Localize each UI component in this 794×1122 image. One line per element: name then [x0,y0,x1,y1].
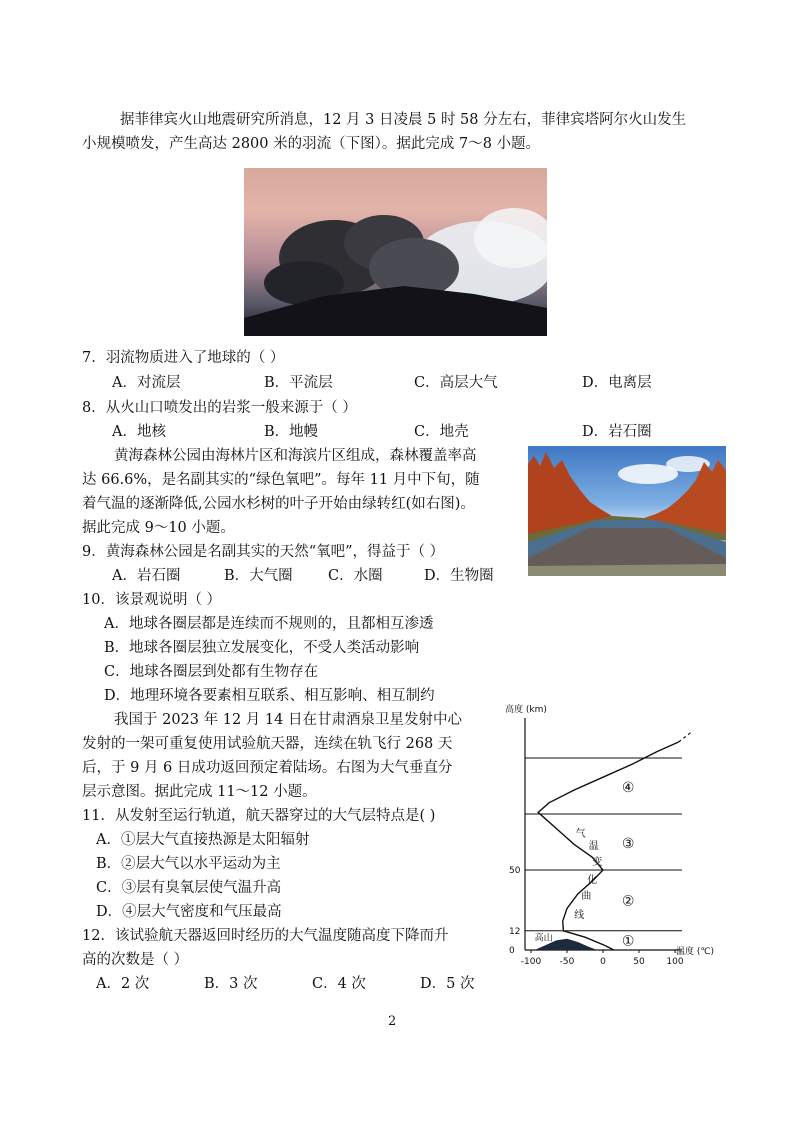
metasequoia-forest-photo [528,446,726,576]
curve-label-char-2: 变 [592,857,603,869]
intro3-line3: 后，于 9 月 6 日成功返回预定着陆场。右图为大气垂直分 [82,760,453,776]
atmosphere-layers-chart [488,700,728,972]
q10-option-c[interactable]: C．地球各圈层到处都有生物存在 [104,664,319,680]
layer-label-4: ④ [621,779,635,796]
intro2-line2: 达 66.6%，是名副其实的“绿色氧吧”。每年 11 月中下旬，随 [82,472,480,488]
q11-option-a[interactable]: A．①层大气直接热源是太阳辐射 [96,832,310,848]
q9-option-b[interactable]: B．大气圈 [224,568,293,584]
q8-stem: 8．从火山口喷发出的岩浆一般来源于（ ） [82,400,357,416]
q7-options [112,371,672,395]
intro3-line4: 层示意图。据此完成 11～12 小题。 [82,784,317,800]
q7-option-d[interactable]: D．电离层 [582,375,652,391]
x-tick-0: -100 [520,957,542,967]
y-tick-1: 12 [509,926,521,937]
q10-stem: 10．该景观说明（ ） [82,592,222,608]
intro3-line1: 我国于 2023 年 12 月 14 日在甘肃酒泉卫星发射中心 [114,712,462,728]
q7-option-a[interactable]: A．对流层 [112,375,181,391]
page-number: 2 [388,1014,397,1029]
q10-option-b[interactable]: B．地球各圈层独立发展变化，不受人类活动影响 [104,640,420,656]
temperature-curve [538,742,678,950]
layer-label-2: ② [621,893,635,910]
y-tick-2: 50 [509,866,521,876]
q7-stem: 7．羽流物质进入了地球的（ ） [82,350,285,366]
q10-option-a[interactable]: A．地球各圈层都是连续而不规则的，且都相互渗透 [104,616,434,632]
q12-option-a[interactable]: A．2 次 [96,976,150,992]
q9-option-c[interactable]: C．水圈 [328,568,383,584]
intro3-line2: 发射的一架可重复使用试验航天器，连续在轨飞行 268 天 [82,736,453,752]
intro2-line1: 黄海森林公园由海林片区和海滨片区组成，森林覆盖率高 [114,448,477,464]
curve-label-char-5: 线 [574,910,585,921]
q12-stem-line1: 12．该试验航天器返回时经历的大气温度随高度下降而升 [82,928,449,944]
layer-label-1: ① [621,933,635,950]
q8-options [112,420,672,444]
q8-option-a[interactable]: A．地核 [112,424,166,440]
intro1-line1: 据菲律宾火山地震研究所消息，12 月 3 日凌晨 5 时 58 分左右，菲律宾塔阿尔火山发生 [120,112,687,128]
q12-option-b[interactable]: B．3 次 [204,976,258,992]
q12-options [96,972,496,996]
q9-stem: 9．黄海森林公园是名副其实的天然“氧吧”，得益于（ ） [82,544,445,560]
y-tick-0: 0 [509,946,515,956]
q12-option-d[interactable]: D．5 次 [420,976,475,992]
q8-option-d[interactable]: D．岩石圈 [582,424,652,440]
curve-label-char-0: 气 [575,828,586,840]
curve-label-char-1: 温 [588,841,599,853]
curve-label-char-3: 化 [587,874,598,886]
q12-stem-line2: 高的次数是（ ） [82,952,189,968]
intro1-line2: 小规模喷发，产生高达 2800 米的羽流（下图）。据此完成 7～8 小题。 [82,136,541,152]
intro2-line4: 据此完成 9～10 小题。 [82,520,235,536]
layer-label-3: ③ [621,835,635,852]
y-axis-label: 高度 (km) [505,705,547,715]
q11-option-c[interactable]: C．③层有臭氧层使气温升高 [96,880,282,896]
q7-option-c[interactable]: C．高层大气 [414,375,498,391]
q8-option-b[interactable]: B．地幔 [264,424,319,440]
x-tick-1: -50 [559,957,575,967]
x-axis-label: 温度 (℃) [676,947,714,957]
q8-option-c[interactable]: C．地壳 [414,424,469,440]
q11-stem: 11．从发射至运行轨道，航天器穿过的大气层特点是( ) [82,808,436,824]
q9-option-a[interactable]: A．岩石圈 [112,568,181,584]
x-tick-2: 0 [600,957,606,967]
curve-extension [679,731,693,742]
curve-label-char-4: 曲 [581,890,592,902]
q7-option-b[interactable]: B．平流层 [264,375,333,391]
q10-option-d[interactable]: D．地理环境各要素相互联系、相互影响、相互制约 [104,688,435,704]
q9-options [112,564,512,588]
x-tick-4: 100 [666,957,684,967]
q12-option-c[interactable]: C．4 次 [312,976,366,992]
volcano-plume-photo [244,168,547,336]
q9-option-d[interactable]: D．生物圈 [424,568,494,584]
intro2-line3: 着气温的逐渐降低,公园水杉树的叶子开始由绿转红(如右图)。 [82,496,475,512]
x-tick-3: 50 [633,957,645,967]
q11-option-d[interactable]: D．④层大气密度和气压最高 [96,904,282,920]
mountain-label: 高山 [534,933,553,944]
q11-option-b[interactable]: B．②层大气以水平运动为主 [96,856,281,872]
